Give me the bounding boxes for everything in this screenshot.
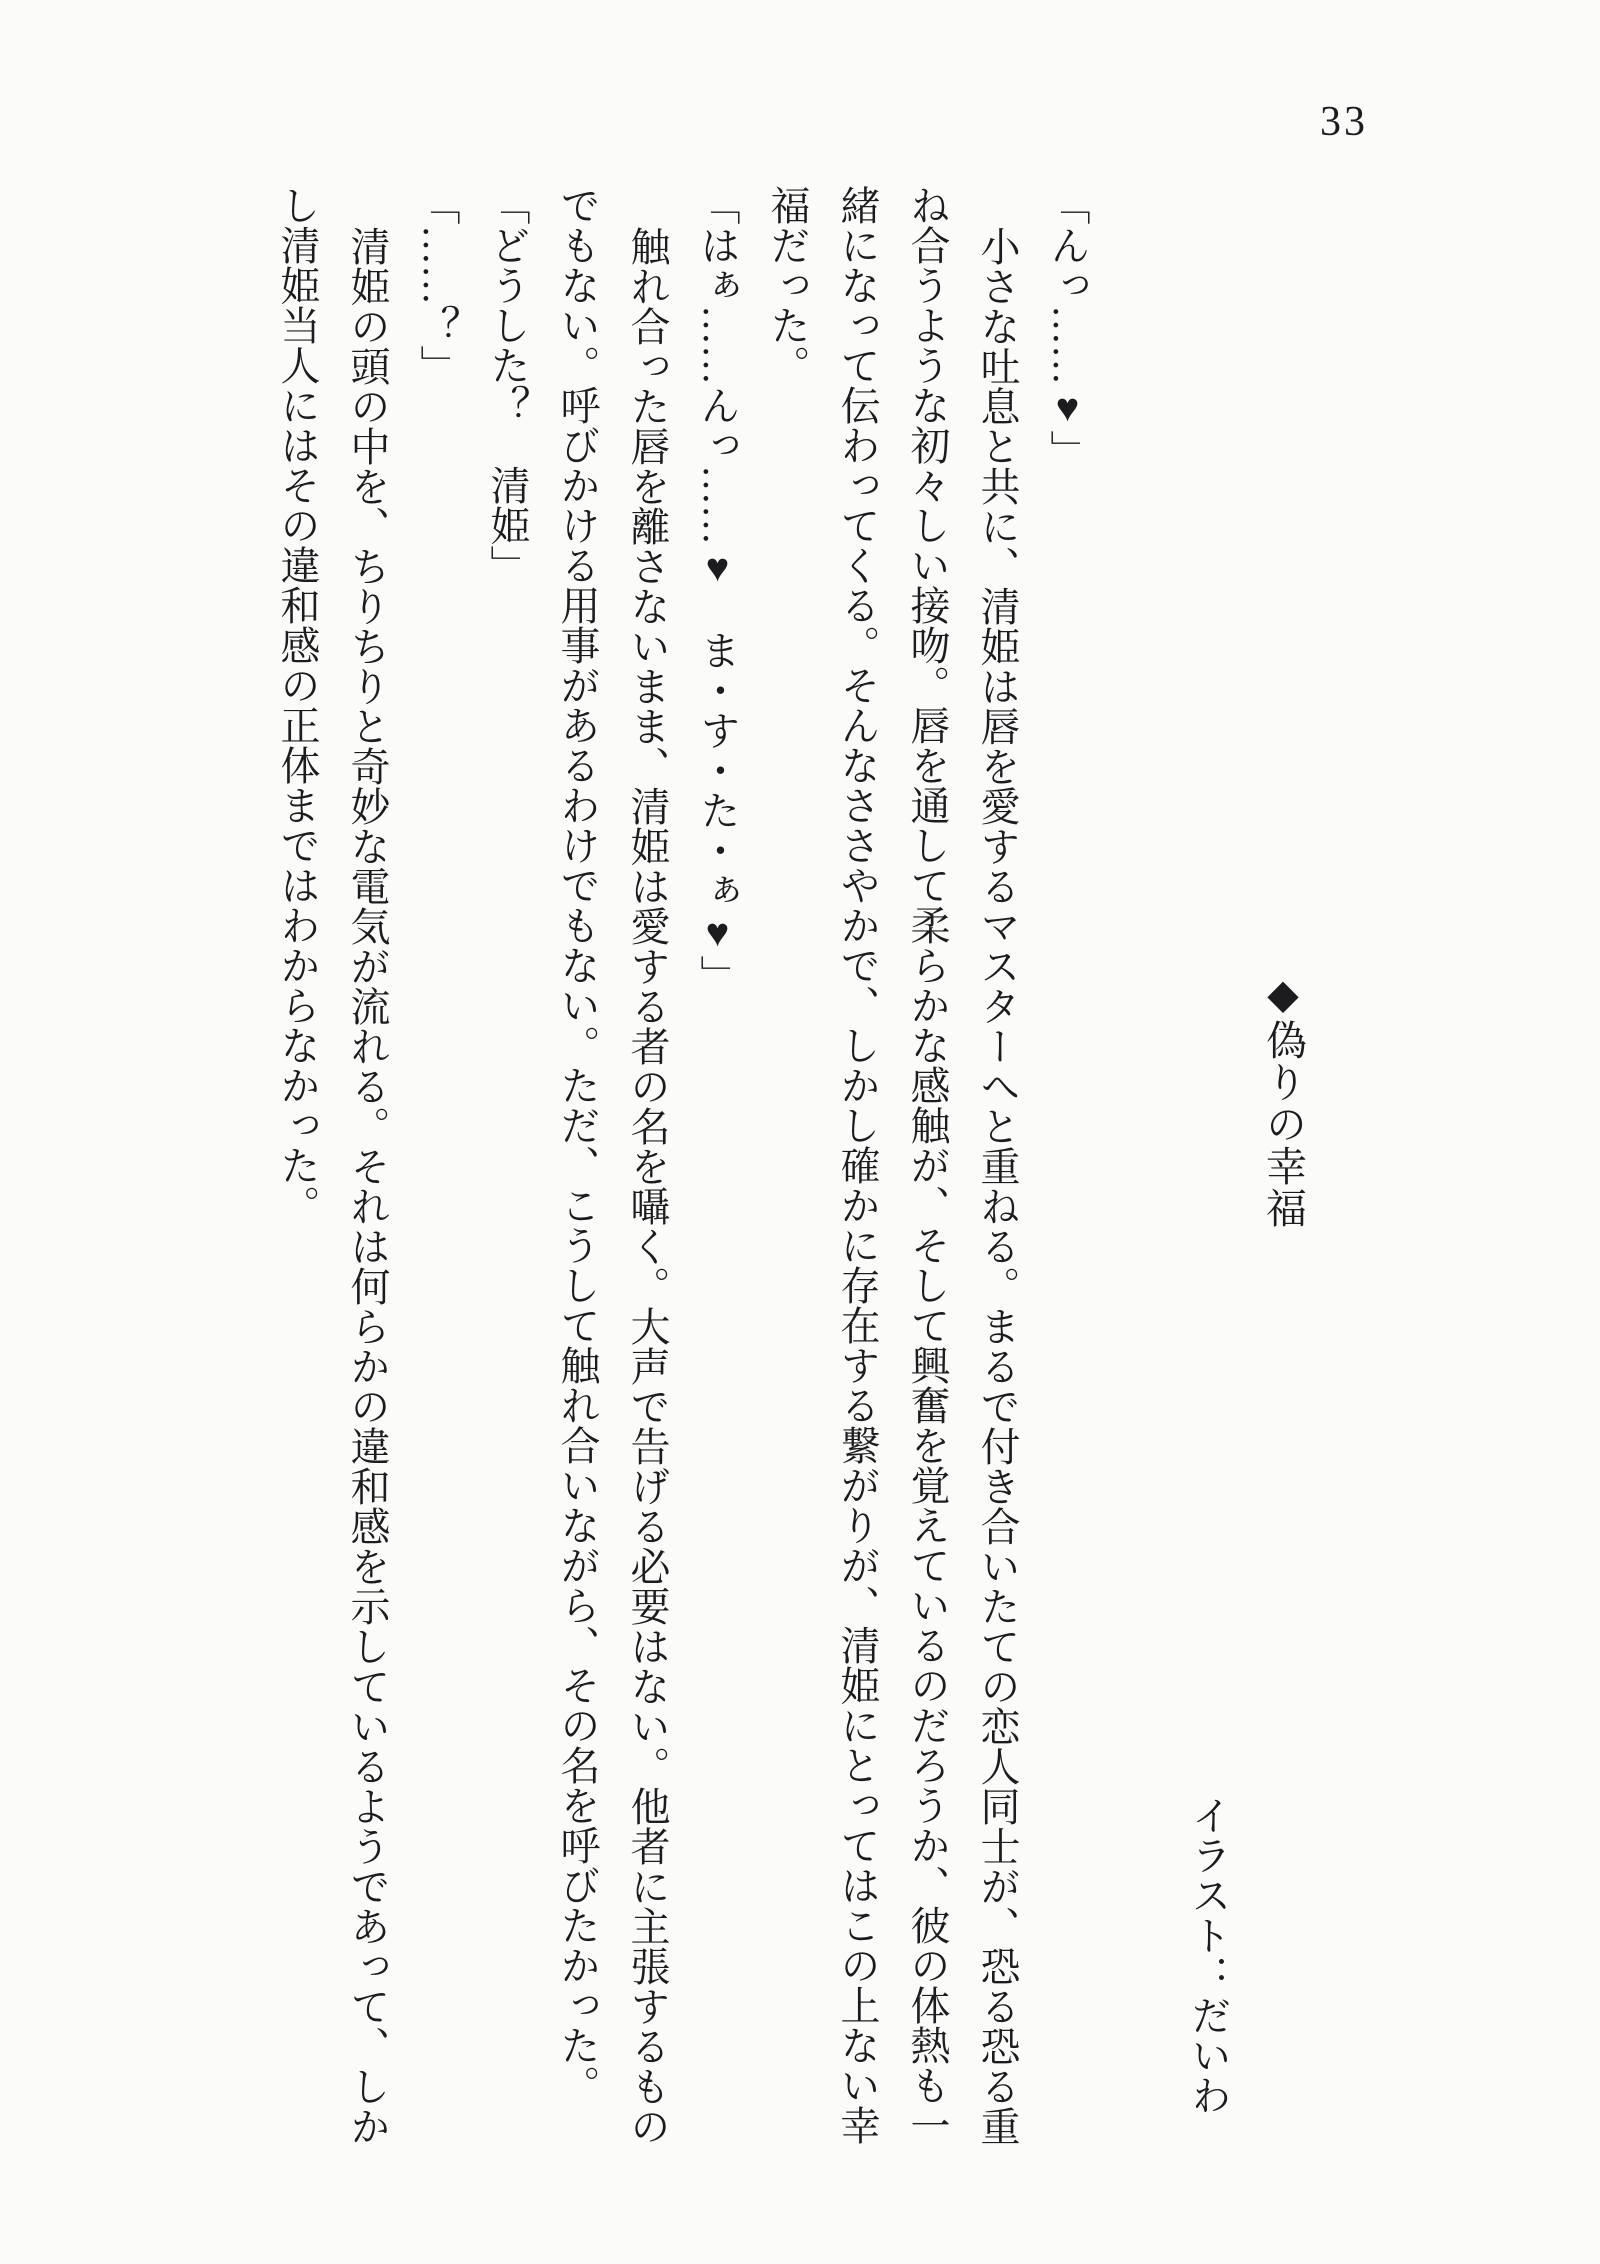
text-column: でもない。呼びかける用事があるわけでもない。ただ、こうして触れ合いながら、その名を呼びたかった。 [555,185,600,2105]
text-column: ね合うような初々しい接吻。唇を通して柔らかな感触が、そして興奮を覚えているのだろうか、彼の体熱も一 [905,185,950,2145]
text-column: し清姫当人にはその違和感の正体まではわからなかった。 [275,185,320,1225]
text-column: 触れ合った唇を離さないまま、清姫は愛する者の名を囁く。大声で告げる必要はない。他者に主張するもの [625,226,670,2146]
page-number: 33 [1320,99,1368,145]
section-title [1258,970,1308,1229]
body-text [262,185,1102,2185]
diamond-icon: ◆ [1260,970,1306,1019]
text-column: 「……？」 [415,185,460,385]
text-column: 小さな吐息と共に、清姫は唇を愛するマスターへと重ねる。まるで付き合いたての恋人同士が、恐る恐る重 [975,226,1020,2146]
text-column: 緒になって伝わってくる。そんなささやかで、しかし確かに存在する繋がりが、清姫にとってはこの上ない幸 [835,185,880,2145]
text-column: 「はぁ……んっ……♥ ま・す・た・ぁ♥」 [695,185,740,995]
section-title-text: 偽りの幸福 [1260,1019,1306,1229]
text-column: 福だった。 [765,185,810,385]
text-column: 「どうした？ 清姫」 [485,185,530,585]
illustrator-credit: イラスト：だいわ [1186,1795,1231,2115]
text-column: 清姫の頭の中を、ちりちりと奇妙な電気が流れる。それは何らかの違和感を示しているようであって、しか [345,226,390,2146]
text-column: 「んっ……♥」 [1045,185,1090,470]
